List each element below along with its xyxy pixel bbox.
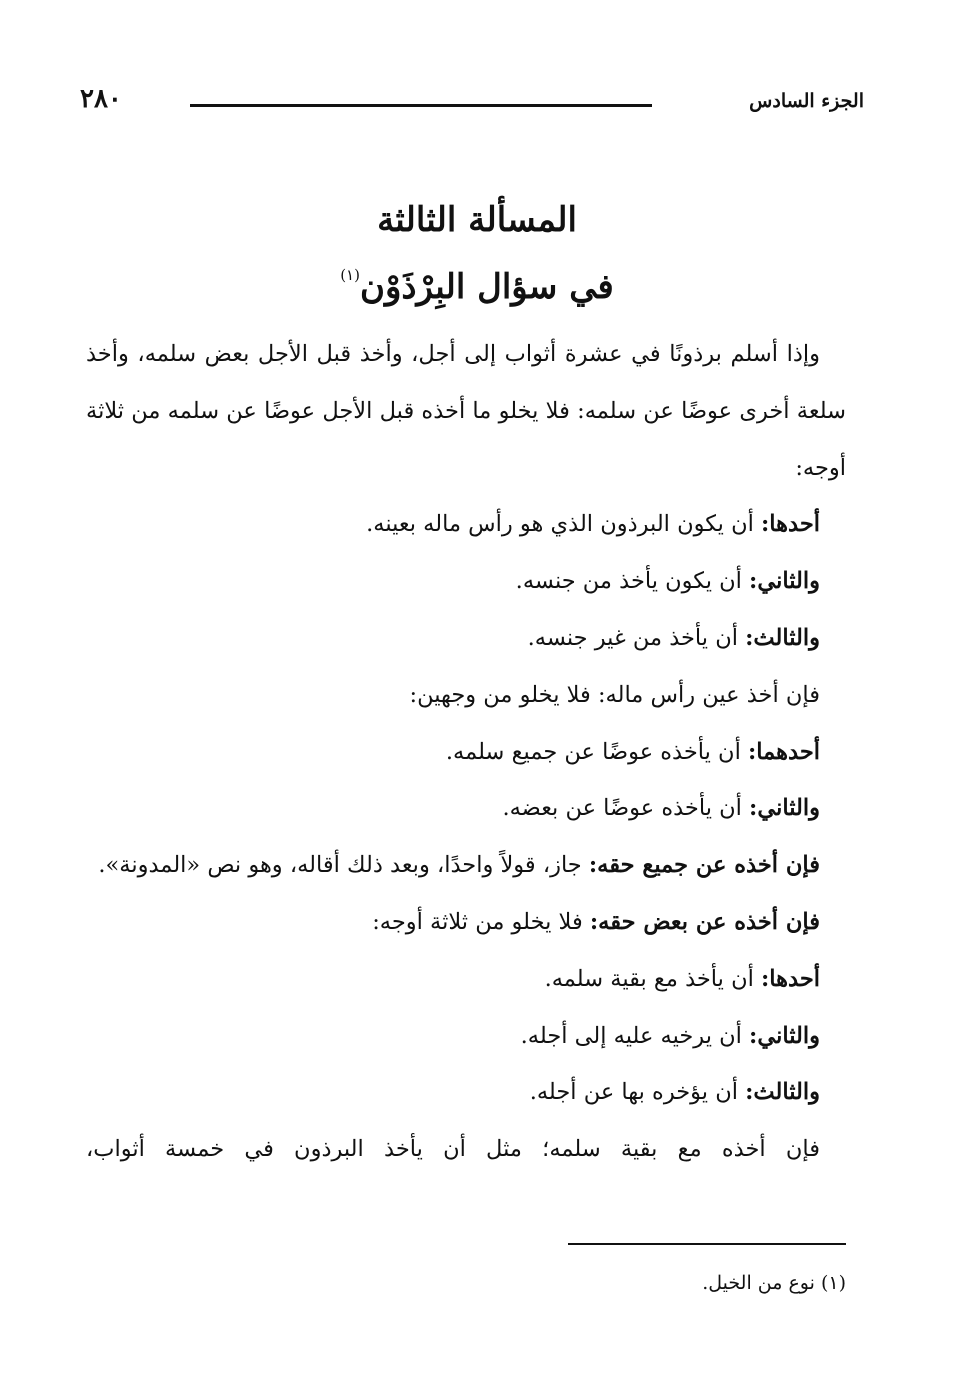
whole-right-label: فإن أخذه عن جميع حقه: [588,852,820,879]
part-case-3-text: أن يؤخره بها عن أجله. [529,1079,746,1106]
way-1-label: أحدهما: [747,738,820,765]
part-case-3 [86,1064,846,1121]
last-line: فإن أخذه مع بقية سلمه؛ مثل أن يأخذ البرذون في خمسة أثواب، [86,1136,820,1163]
case-3-text: أن يأخذ من غير جنسه. [527,624,746,651]
subtitle-text: في سؤال البِرْذَوْن [359,267,614,307]
part-case-2-text: أن يرخيه عليه إلى أجله. [520,1022,750,1049]
part-case-2-label: والثاني: [749,1022,820,1049]
case-2-text: أن يكون يأخذ من جنسه. [515,568,750,595]
whole-right-paragraph [86,837,846,894]
running-header [80,84,874,124]
part-right-label: فإن أخذه عن بعض حقه: [589,908,820,935]
part-case-1 [86,951,846,1008]
part-right-text: فلا يخلو من ثلاثة أوجه: [372,908,590,935]
case-3-label: والثالث: [745,624,820,651]
case-1-text: أن يكون البرذون الذي هو رأس ماله بعينه. [366,511,761,538]
two-ways-line: فإن أخذ عين رأس ماله: فلا يخلو من وجهين: [409,681,820,708]
whole-right-text: جاز، قولاً واحدًا، وبعد ذلك أقاله، وهو نص «المدونة». [98,852,589,879]
way-1-text: أن يأخذه عوضًا عن جميع سلمه. [445,738,748,765]
part-case-1-text: أن يأخذ مع بقية سلمه. [544,965,761,992]
part-case-1-label: أحدها: [761,965,820,992]
header-rule [190,104,652,107]
intro-paragraph: وإذا أسلم برذونًا في عشرة أثواب إلى أجل، وأخذ قبل الأجل بعض سلمه، وأخذ سلعة أخرى عوضًا عن سلمه: فلا يخلو ما أخذه قبل الأجل عوضًا عن سلمه من ثلاثة أوجه: [86,341,846,481]
case-3 [86,610,846,667]
footnote-rule [568,1243,846,1245]
way-2-text: أن يأخذه عوضًا عن بعضه. [502,795,750,822]
section-subtitle [0,266,954,307]
way-2-label: والثاني: [749,795,820,822]
way-2 [86,780,846,837]
way-1 [86,724,846,781]
part-case-3-label: والثالث: [745,1079,820,1106]
part-case-2 [86,1008,846,1065]
page-number: ٢٨٠ [80,84,122,114]
case-2-label: والثاني: [749,568,820,595]
section-title: المسألة الثالثة [377,200,577,240]
part-right-line [86,894,846,951]
body-text [86,326,846,1178]
footnote-ref: (١) [340,266,360,284]
footnote: (١) نوع من الخيل. [702,1272,846,1294]
chapter-title: الجزء السادس [749,90,864,112]
case-1-label: أحدها: [761,511,820,538]
case-2 [86,553,846,610]
case-1 [86,496,846,553]
